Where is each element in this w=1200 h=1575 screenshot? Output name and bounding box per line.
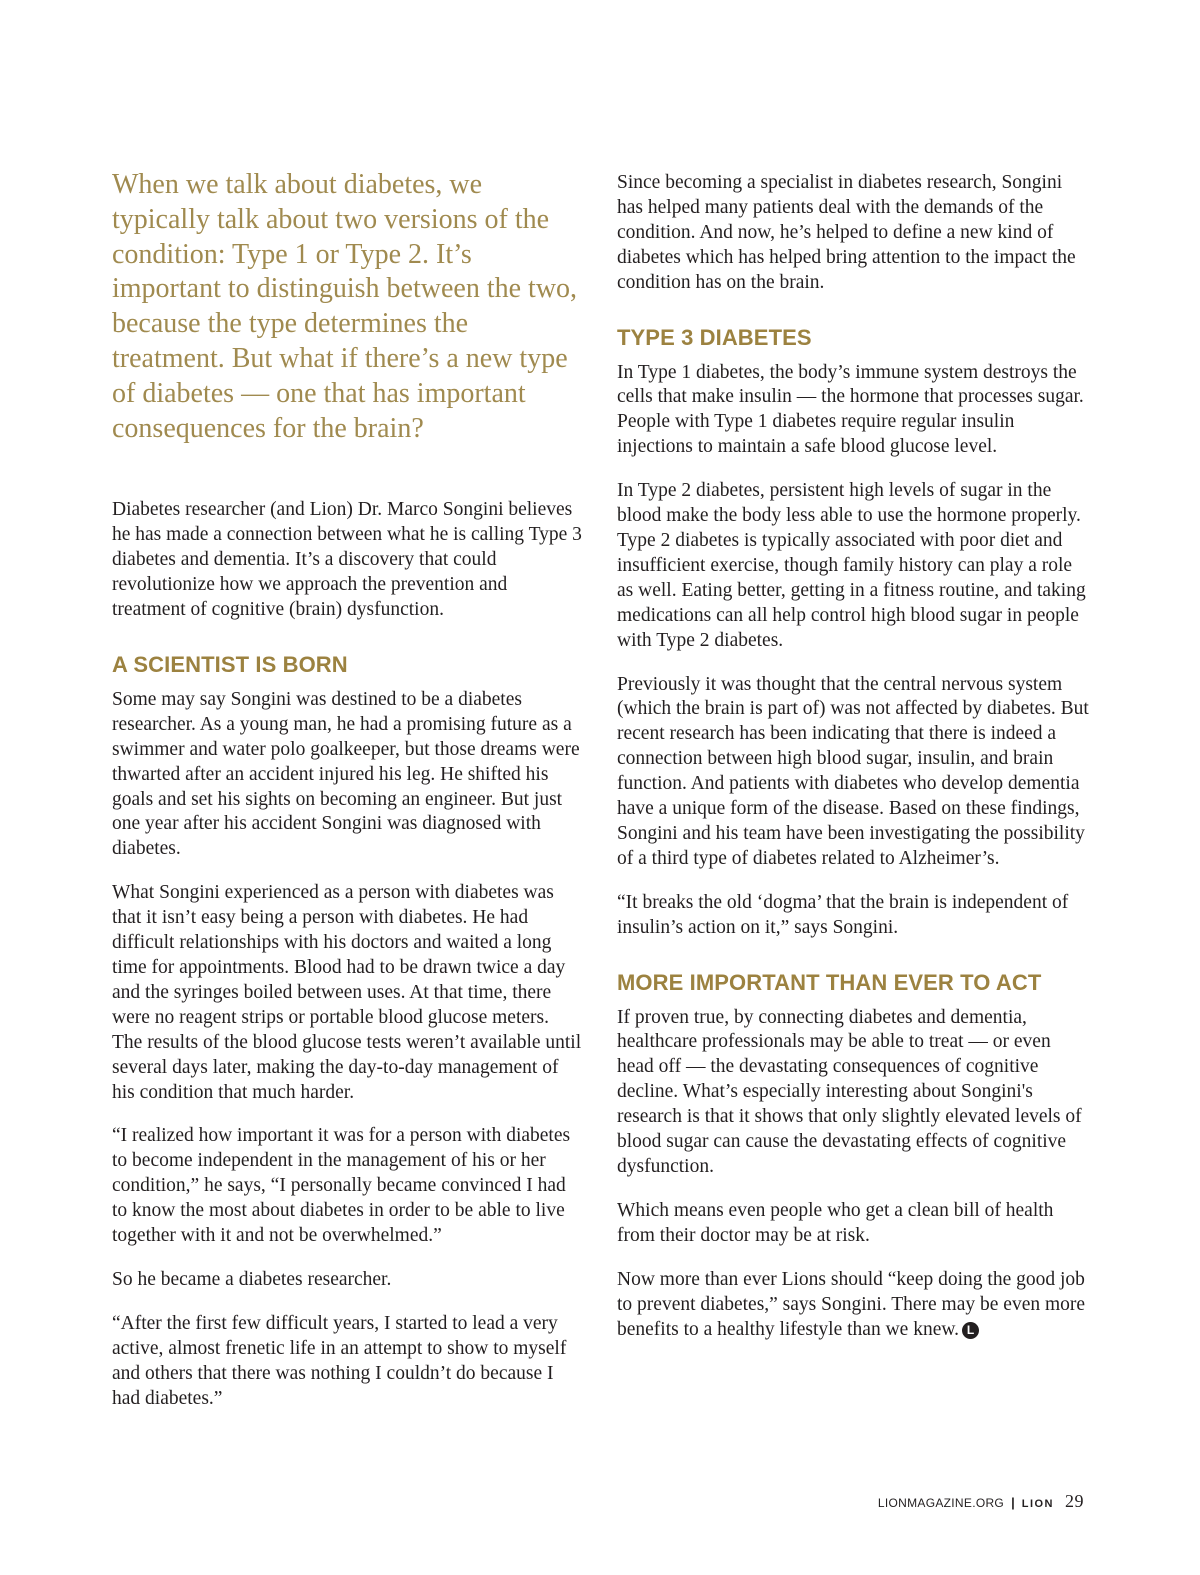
left-column [112, 168, 582, 1430]
footer-separator: | [1011, 1495, 1015, 1510]
paragraph: “It breaks the old ‘dogma’ that the brain is independent of insulin’s action on it,” says Songini. [617, 891, 1069, 938]
paragraph: Previously it was thought that the central nervous system (which the brain is part of) was not affected by diabetes. But recent research has been indicating that there is indeed a connection between high blood sugar, insulin, and brain function. And patients with diabetes who develop dementia have a unique form of the disease. Based on these findings, Songini and his team have been investigating the possibility of a third type of diabetes related to Alzheimer’s. [617, 673, 1089, 869]
intro-deck: When we talk about diabetes, we typically talk about two versions of the condition: Type 1 or Type 2. It’s important to distinguish between the two, because the type determines the treatment. But what if there’s a new type of diabetes — one that has important consequences for the brain? [112, 169, 578, 444]
closing-paragraph [617, 1268, 1089, 1343]
paragraph: Some may say Songini was destined to be a diabetes researcher. As a young man, he had a promising future as a swimmer and water polo goalkeeper, but those dreams were thwarted after an accident injured his leg. He shifted his goals and set his sights on becoming an engineer. But just one year after his accident Songini was diagnosed with diabetes. [112, 688, 580, 860]
paragraph: If proven true, by connecting diabetes and dementia, healthcare professionals may be able to treat — or even head off — the devastating consequences of cognitive decline. What’s especially interesting about Songini's research is that it shows that only slightly elevated levels of blood sugar can cause the devastating effects of cognitive dysfunction. [617, 1006, 1082, 1177]
paragraph: Which means even people who get a clean bill of health from their doctor may be at risk. [617, 1199, 1054, 1246]
paragraph: In Type 1 diabetes, the body’s immune system destroys the cells that make insulin — the hormone that processes sugar. People with Type 1 diabetes require regular insulin injections to maintain a safe blood glucose level. [617, 361, 1084, 458]
paragraph: So he became a diabetes researcher. [112, 1268, 392, 1290]
paragraph: Diabetes researcher (and Lion) Dr. Marco Songini believes he has made a connection between what he is calling Type 3 diabetes and dementia. It’s a discovery that could revolutionize how we approach the prevention and treatment of cognitive (brain) dysfunction. [112, 499, 582, 620]
section-heading: MORE IMPORTANT THAN EVER TO ACT [617, 969, 1042, 995]
section-heading: TYPE 3 DIABETES [617, 324, 812, 350]
footer-magazine-name: LION [1021, 1498, 1054, 1510]
section-heading: A SCIENTIST IS BORN [112, 651, 348, 677]
footer-site: LIONMAGAZINE.ORG [877, 1496, 1005, 1510]
right-column [617, 168, 1089, 1361]
paragraph: Since becoming a specialist in diabetes research, Songini has helped many patients deal with the demands of the condition. And now, he’s helped to define a new kind of diabetes which has helped bring attention to the impact the condition has on the brain. [617, 172, 1076, 293]
closing-text: Now more than ever Lions should “keep doing the good job to prevent diabetes,” says Songini. There may be even more benefits to a healthy lifestyle than we knew. [617, 1268, 1086, 1340]
paragraph: “After the first few difficult years, I started to lead a very active, almost frenetic life in an attempt to show to myself and others that there was nothing I couldn’t do because I had diabetes.” [112, 1312, 567, 1409]
paragraph: “I realized how important it was for a person with diabetes to become independent in the management of his or her condition,” he says, “I personally became convinced I had to know the most about diabetes in order to be able to live together with it and not be overwhelmed.” [112, 1125, 571, 1247]
paragraph: In Type 2 diabetes, persistent high levels of sugar in the blood make the body less able to use the hormone properly. Type 2 diabetes is typically associated with poor diet and insufficient exercise, though family history can play a role as well. Eating better, getting in a fitness routine, and taking medications can all help control high blood sugar in people with Type 2 diabetes. [617, 480, 1086, 651]
lion-end-mark-icon: L [962, 1322, 979, 1339]
paragraph: What Songini experienced as a person with diabetes was that it isn’t easy being a person with diabetes. He had difficult relationships with his doctors and waited a long time for appointments. Blood had to be drawn twice a day and the syringes boiled between uses. At that time, there were no reagent strips or portable blood glucose meters. The results of the blood glucose tests weren’t available until several days later, making the day-to-day management of his condition that much harder. [112, 882, 582, 1103]
page-number: 29 [1065, 1491, 1084, 1511]
page-footer [878, 1491, 1084, 1512]
